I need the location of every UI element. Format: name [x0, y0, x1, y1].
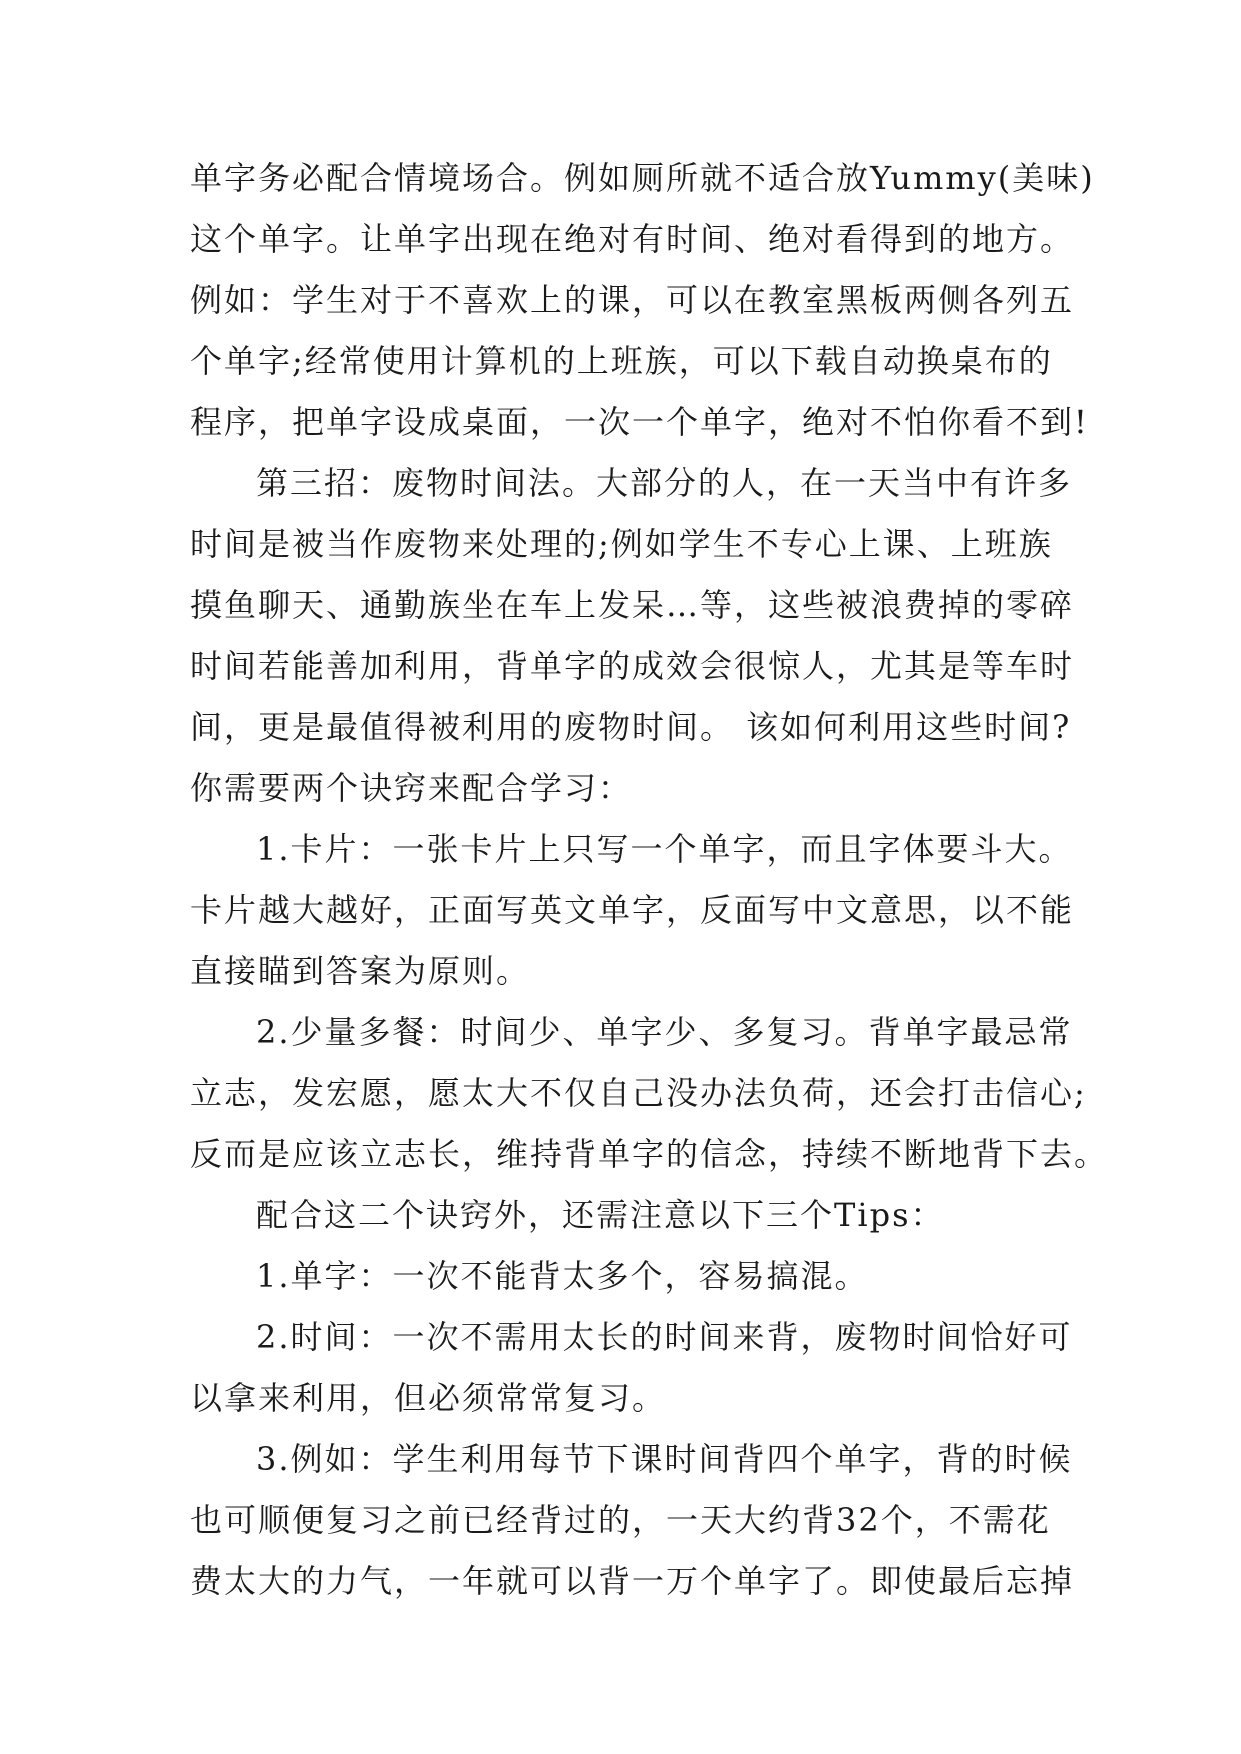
text-line: 你需要两个诀窍来配合学习： — [190, 769, 633, 807]
text-line: 直接瞄到答案为原则。 — [190, 952, 531, 990]
text-line: 费太大的力气，一年就可以背一万个单字了。即使最后忘掉 — [190, 1562, 1075, 1600]
text-line: 摸鱼聊天、通勤族坐在车上发呆…等，这些被浪费掉的零碎 — [190, 586, 1075, 624]
text-line: 时间是被当作废物来处理的;例如学生不专心上课、上班族 — [190, 525, 1053, 563]
text-line: 程序，把单字设成桌面，一次一个单字，绝对不怕你看不到! — [190, 403, 1089, 441]
list-item-first-line: 3.例如：学生利用每节下课时间背四个单字，背的时候 — [256, 1440, 1073, 1478]
list-item-first-line: 1.单字：一次不能背太多个，容易搞混。 — [256, 1257, 869, 1295]
text-line: 反而是应该立志长，维持背单字的信念，持续不断地背下去。 — [190, 1135, 1109, 1173]
text-line: 这个单字。让单字出现在绝对有时间、绝对看得到的地方。 — [190, 220, 1075, 258]
text-line: 间，更是最值得被利用的废物时间。 该如何利用这些时间? — [190, 708, 1072, 746]
text-line: 也可顺便复习之前已经背过的，一天大约背32个，不需花 — [190, 1501, 1051, 1539]
text-line: 例如：学生对于不喜欢上的课，可以在教室黑板两侧各列五 — [190, 281, 1075, 319]
text-line: 时间若能善加利用，背单字的成效会很惊人，尤其是等车时 — [190, 647, 1075, 685]
text-line: 以拿来利用，但必须常常复习。 — [190, 1379, 667, 1417]
text-line: 单字务必配合情境场合。例如厕所就不适合放Yummy(美味) — [190, 159, 1095, 197]
list-item-first-line: 1.卡片：一张卡片上只写一个单字，而且字体要斗大。 — [256, 830, 1073, 868]
paragraph-first-line: 第三招：废物时间法。大部分的人，在一天当中有许多 — [256, 464, 1073, 502]
list-item-first-line: 2.时间：一次不需用太长的时间来背，废物时间恰好可 — [256, 1318, 1073, 1356]
document-page — [190, 148, 1109, 1612]
text-line: 立志，发宏愿，愿太大不仅自己没办法负荷，还会打击信心; — [190, 1074, 1087, 1112]
paragraph-first-line: 配合这二个诀窍外，还需注意以下三个Tips： — [256, 1196, 945, 1234]
text-line: 卡片越大越好，正面写英文单字，反面写中文意思，以不能 — [190, 891, 1075, 929]
list-item-first-line: 2.少量多餐：时间少、单字少、多复习。背单字最忌常 — [256, 1013, 1073, 1051]
text-line: 个单字;经常使用计算机的上班族，可以下载自动换桌布的 — [190, 342, 1053, 380]
